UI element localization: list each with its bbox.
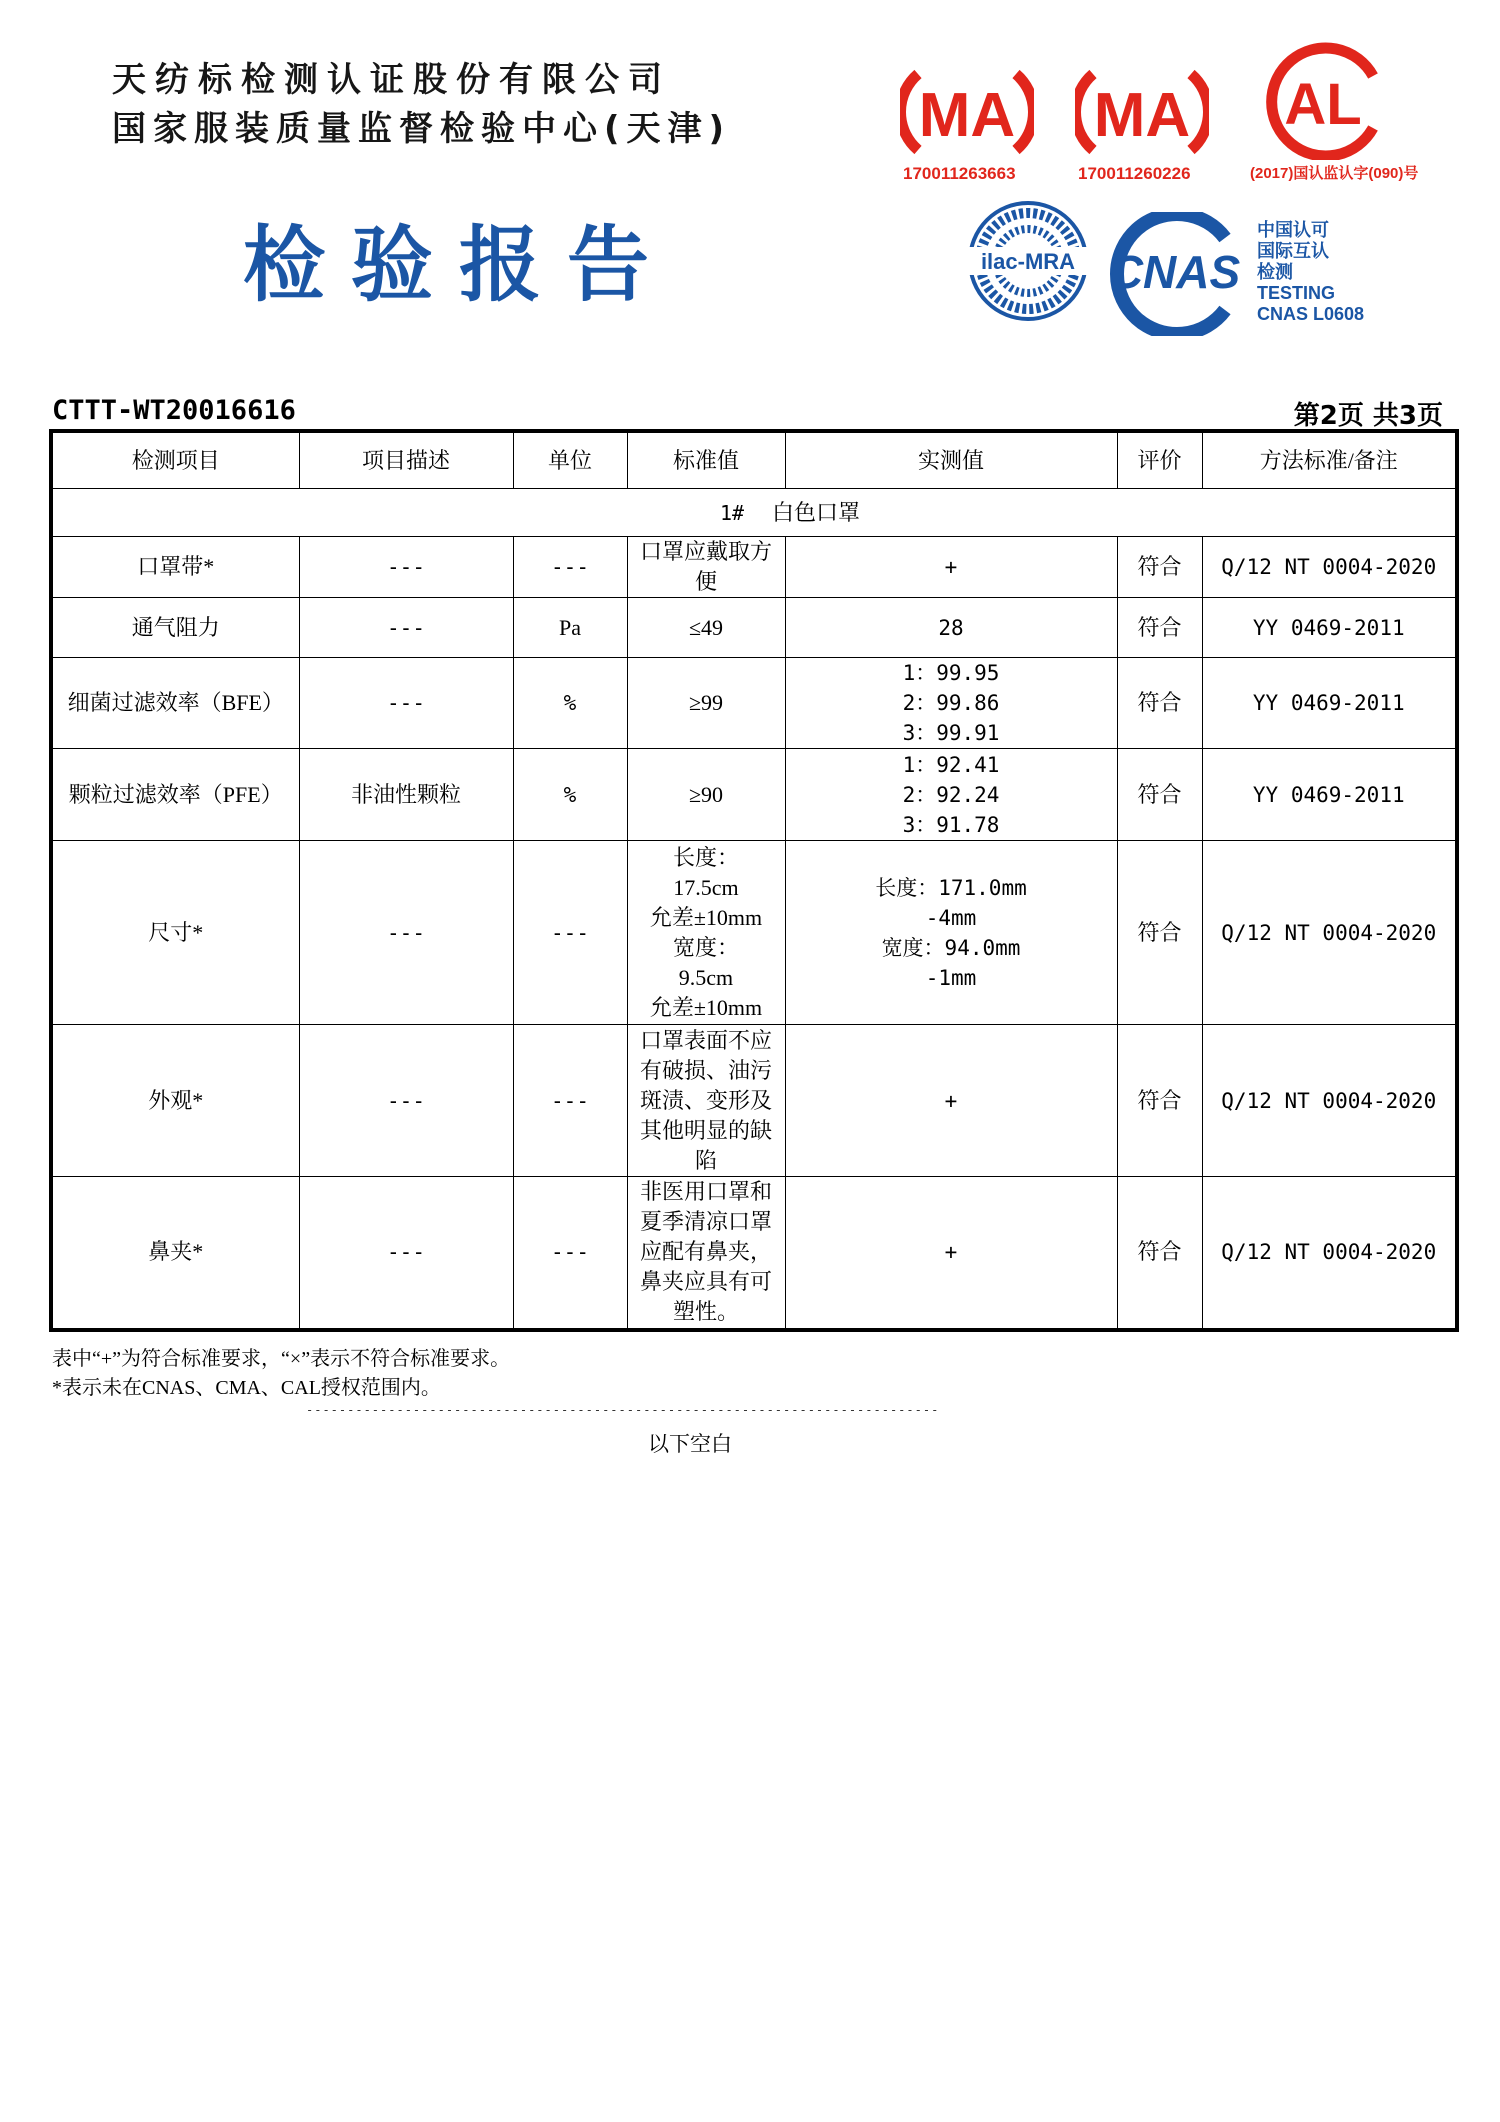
sample-id: 1#	[719, 500, 745, 525]
cell-result: 符合	[1117, 749, 1202, 841]
table-row	[51, 749, 1457, 841]
header-result: 评价	[1117, 431, 1202, 489]
cell-item: 尺寸*	[51, 841, 299, 1025]
cnas-line: CNAS L0608	[1257, 304, 1365, 324]
standard-line: 斑渍、变形及	[639, 1087, 772, 1113]
cell-result: 符合	[1117, 598, 1202, 658]
cell-measured: +	[785, 537, 1117, 598]
cell-desc: ---	[299, 598, 513, 658]
standard-line: 应配有鼻夹，	[639, 1239, 772, 1265]
measured-line: 1：92.41	[902, 752, 1000, 777]
cell-method: Q/12 NT 0004-2020	[1202, 1025, 1457, 1177]
note-legend: 表中“+”为符合标准要求，“×”表示不符合标准要求。	[52, 1348, 511, 1370]
standard-line: 允差±10mm	[649, 994, 763, 1020]
standard-line: 鼻夹应具有可	[639, 1269, 772, 1295]
cell-method: Q/12 NT 0004-2020	[1202, 537, 1457, 598]
page-indicator: 第2页 共3页	[1293, 401, 1443, 431]
inspection-center-name: 国家服装质量监督检验中心(天津)	[112, 109, 732, 149]
cell-unit: ---	[513, 1177, 627, 1330]
cnas-accreditation-text	[1257, 220, 1364, 325]
measured-line: 3：91.78	[902, 812, 1000, 837]
cell-standard: ≥90	[627, 749, 785, 841]
cell-unit: %	[513, 749, 627, 841]
cell-item: 颗粒过滤效率（PFE）	[51, 749, 299, 841]
cal-icon	[1265, 42, 1391, 160]
cell-result: 符合	[1117, 1025, 1202, 1177]
sample-row	[51, 489, 1457, 537]
cell-result: 符合	[1117, 537, 1202, 598]
standard-line: 陷	[694, 1147, 717, 1173]
cell-standard	[627, 537, 785, 598]
cell-method: Q/12 NT 0004-2020	[1202, 1177, 1457, 1330]
standard-line: 塑性。	[672, 1299, 739, 1325]
cnas-line: 中国认可	[1257, 220, 1329, 240]
measured-line: -1mm	[925, 965, 977, 990]
report-title: 检验报告	[243, 217, 676, 313]
cma-number-2: 170011260226	[1078, 164, 1191, 183]
cma-icon	[900, 66, 1034, 158]
cnas-icon	[1103, 212, 1249, 336]
cell-unit: ---	[513, 537, 627, 598]
table-header-row	[51, 431, 1457, 489]
cell-item: 细菌过滤效率（BFE）	[51, 658, 299, 749]
standard-line: 有破损、油污	[639, 1057, 772, 1083]
cell-item: 鼻夹*	[51, 1177, 299, 1330]
cell-desc: 非油性颗粒	[299, 749, 513, 841]
cell-method: YY 0469-2011	[1202, 658, 1457, 749]
cell-desc: ---	[299, 537, 513, 598]
cell-measured	[785, 658, 1117, 749]
test-results-table	[49, 429, 1459, 1332]
header-unit: 单位	[513, 431, 627, 489]
blank-below-marker: 以下空白	[648, 1432, 732, 1456]
cell-measured: 28	[785, 598, 1117, 658]
cell-standard: ≥99	[627, 658, 785, 749]
sample-name: 白色口罩	[771, 499, 860, 525]
cell-item: 外观*	[51, 1025, 299, 1177]
cell-unit: %	[513, 658, 627, 749]
cma-number-1: 170011263663	[903, 164, 1016, 183]
standard-line: 长度：	[672, 844, 739, 870]
standard-line: 9.5cm	[678, 964, 734, 990]
cell-item: 口罩带*	[51, 537, 299, 598]
table-row	[51, 841, 1457, 1025]
measured-line: 1：99.95	[902, 661, 1000, 685]
measured-line: 3：99.91	[902, 721, 1000, 745]
cell-measured	[785, 749, 1117, 841]
standard-line: 夏季清凉口罩	[639, 1209, 772, 1235]
cal-mark-text: AL	[1284, 72, 1362, 137]
table-row	[51, 598, 1457, 658]
cell-desc: ---	[299, 1025, 513, 1177]
measured-line: 2：92.24	[902, 782, 1000, 807]
table-row	[51, 658, 1457, 749]
cell-result: 符合	[1117, 841, 1202, 1025]
cell-measured: +	[785, 1025, 1117, 1177]
cma-mark-text: MA	[918, 81, 1016, 150]
header-measured: 实测值	[785, 431, 1117, 489]
standard-line: 其他明显的缺	[639, 1117, 772, 1143]
cell-method: YY 0469-2011	[1202, 598, 1457, 658]
cell-measured: +	[785, 1177, 1117, 1330]
cell-unit: ---	[513, 841, 627, 1025]
cell-standard	[627, 1177, 785, 1330]
header-method: 方法标准/备注	[1202, 431, 1457, 489]
sample-cell	[51, 489, 1457, 537]
standard-line: 宽度：	[672, 934, 739, 960]
standard-line: 允差±10mm	[649, 904, 763, 930]
cal-number: (2017)国认监认字(090)号	[1250, 165, 1419, 182]
cell-standard	[627, 1025, 785, 1177]
standard-line: 便	[694, 569, 717, 594]
header-standard: 标准值	[627, 431, 785, 489]
cell-method: YY 0469-2011	[1202, 749, 1457, 841]
cell-standard	[627, 841, 785, 1025]
standard-line: 17.5cm	[673, 874, 739, 900]
ilac-mra-icon	[966, 191, 1090, 331]
table-row	[51, 537, 1457, 598]
cnas-mark-text: CNAS	[1109, 246, 1241, 298]
header-description: 项目描述	[299, 431, 513, 489]
standard-line: 非医用口罩和	[639, 1179, 772, 1205]
measured-line: 长度：171.0mm	[875, 875, 1027, 900]
end-divider: -----------------------------------------------------------------------------	[306, 1403, 940, 1417]
cell-desc: ---	[299, 1177, 513, 1330]
note-scope: *表示未在CNAS、CMA、CAL授权范围内。	[52, 1377, 441, 1399]
cma-icon	[1075, 66, 1209, 158]
table-row	[51, 1025, 1457, 1177]
measured-line: 2：99.86	[902, 691, 1000, 715]
cell-measured	[785, 841, 1117, 1025]
cell-standard: ≤49	[627, 598, 785, 658]
report-number: CTTT-WT20016616	[52, 395, 296, 426]
cell-result: 符合	[1117, 1177, 1202, 1330]
cell-desc: ---	[299, 658, 513, 749]
cell-unit: ---	[513, 1025, 627, 1177]
company-name: 天纺标检测认证股份有限公司	[112, 60, 671, 100]
cnas-line: 国际互认	[1257, 241, 1329, 261]
header-test-item: 检测项目	[51, 431, 299, 489]
cell-result: 符合	[1117, 658, 1202, 749]
table-row	[51, 1177, 1457, 1330]
measured-line: -4mm	[925, 905, 977, 930]
measured-line: 宽度：94.0mm	[881, 935, 1021, 960]
cma-mark-text: MA	[1093, 81, 1191, 150]
cell-unit: Pa	[513, 598, 627, 658]
cell-desc: ---	[299, 841, 513, 1025]
standard-line: 口罩应戴取方	[639, 539, 772, 564]
ilac-mark-text: ilac-MRA	[980, 249, 1076, 274]
standard-line: 口罩表面不应	[639, 1027, 772, 1053]
cell-item: 通气阻力	[51, 598, 299, 658]
cell-method: Q/12 NT 0004-2020	[1202, 841, 1457, 1025]
cnas-line: 检测	[1257, 262, 1293, 282]
cnas-line: TESTING	[1257, 283, 1336, 303]
